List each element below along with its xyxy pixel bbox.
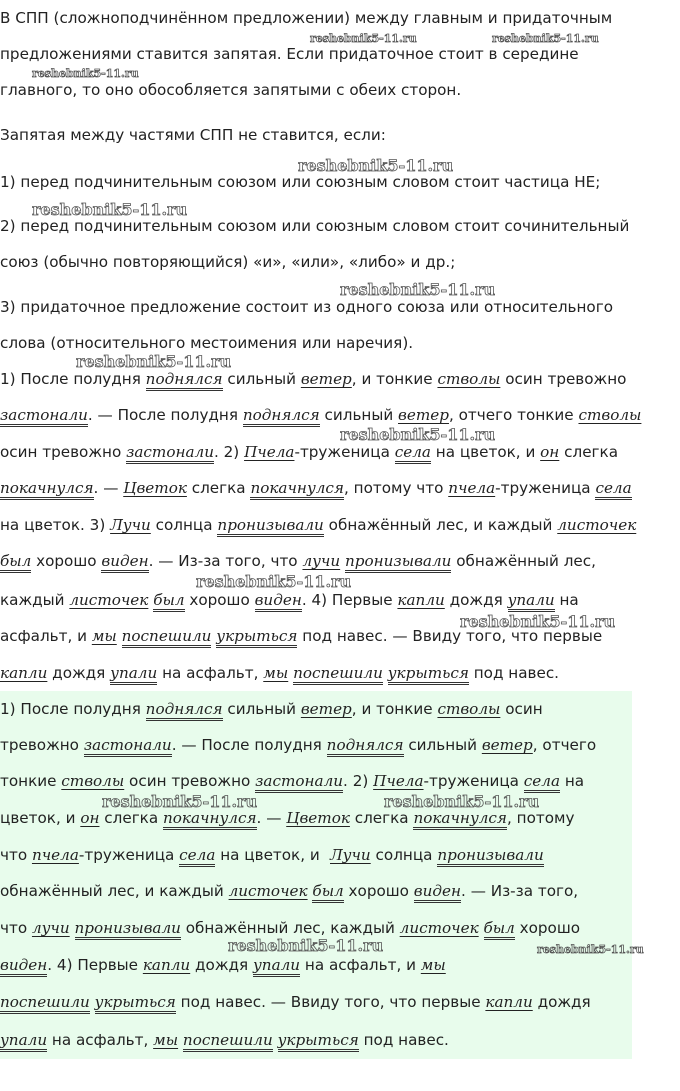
predicate: упали — [253, 956, 300, 977]
watermark: reshebnik5-11.ru — [102, 792, 258, 811]
subject: стволы — [61, 772, 125, 790]
ex1-line-4: покачнулся. — Цветок слегка покачнулся, потому что пчела-труженица села — [0, 478, 632, 498]
subject: ветер — [300, 370, 352, 388]
ex2-line-5: что пчела-труженица села на цветок, и — [0, 845, 320, 865]
predicate: села — [395, 443, 431, 464]
watermark: reshebnik5-11.ru — [537, 943, 644, 956]
ex1-line-2: застонали. — После полудня поднялся сильный ветер, отчего тонкие стволы — [0, 405, 641, 425]
intro-line-1: В СПП (сложноподчинённом предложении) между главным и придаточным — [0, 9, 613, 27]
watermark: reshebnik5-11.ru — [310, 32, 417, 45]
ex2-line-9: поспешили укрыться под навес. — Ввиду того, что первые капли дождя — [0, 992, 591, 1012]
predicate: пронизывали — [75, 919, 181, 940]
subject: листочек — [399, 919, 479, 937]
subject: стволы — [437, 370, 501, 388]
predicate: виден — [414, 882, 461, 903]
subject: ветер — [481, 736, 533, 754]
watermark: reshebnik5-11.ru — [32, 200, 188, 219]
predicate: пронизывали — [217, 516, 323, 537]
predicate: был — [312, 882, 343, 903]
predicate: был — [0, 552, 31, 573]
rule-2b: союз (обычно повторяющийся) «и», «или», «либо» и др.; — [0, 253, 456, 271]
predicate: виден — [0, 956, 47, 977]
predicate: виден — [255, 591, 302, 612]
ex1-line-1: 1) После полудня поднялся сильный ветер, и тонкие стволы осин тревожно — [0, 369, 626, 389]
subject: Цветок — [123, 479, 187, 497]
watermark: reshebnik5-11.ru — [228, 936, 384, 955]
rule-2a: 2) перед подчинительным союзом или союзным словом стоит сочинительный — [0, 217, 630, 235]
subject: пчела — [31, 846, 79, 864]
subject: листочек — [228, 882, 308, 900]
intro-line-3: главного, то оно обособляется запятыми с обеих сторон. — [0, 81, 462, 99]
watermark: reshebnik5-11.ru — [384, 792, 540, 811]
subject: пчела — [448, 479, 496, 497]
predicate: застонали — [126, 443, 214, 464]
predicate: укрыться — [278, 1031, 359, 1052]
predicate: застонали — [84, 736, 172, 757]
predicate: села — [595, 479, 631, 500]
predicate: села — [524, 772, 560, 793]
predicate: поднялся — [243, 406, 320, 427]
subject: листочек — [557, 516, 637, 534]
ex2-line-4: цветок, и он слегка покачнулся. — Цветок слегка покачнулся, потому — [0, 808, 574, 828]
subject: капли — [397, 591, 445, 609]
rule-3b: слова (относительного местоимения или наречия). — [0, 334, 414, 352]
rule-1: 1) перед подчинительным союзом или союзным словом стоит частица НЕ; — [0, 173, 601, 191]
subject: он — [540, 443, 560, 461]
predicate: поспешили — [293, 664, 383, 685]
ex1-line-5: на цветок. 3) Лучи солнца пронизывали обнажённый лес, и каждый листочек — [0, 515, 636, 535]
predicate: поспешили — [183, 1031, 273, 1052]
predicate: укрыться — [95, 993, 176, 1014]
predicate: покачнулся — [0, 479, 94, 500]
ex1-line-6: был хорошо виден. — Из-за того, что лучи пронизывали обнажённый лес, — [0, 551, 596, 571]
subject: Цветок — [286, 809, 350, 827]
predicate: покачнулся — [163, 809, 257, 830]
subject: Лучи — [330, 846, 371, 864]
rule-3a: 3) придаточное предложение состоит из одного союза или относительного — [0, 298, 613, 316]
subject: мы — [153, 1031, 179, 1049]
subject: он — [80, 809, 100, 827]
subject: капли — [0, 664, 48, 682]
predicate: был — [484, 919, 515, 940]
predicate: пронизывали — [437, 846, 543, 867]
ex2-line-1: 1) После полудня поднялся сильный ветер, и тонкие стволы осин — [0, 699, 543, 719]
ex2-line-7: что лучи пронизывали обнажённый лес, каждый листочек был хорошо — [0, 918, 580, 938]
subject: мы — [263, 664, 289, 682]
watermark: reshebnik5-11.ru — [76, 352, 232, 371]
subject: стволы — [437, 700, 501, 718]
ex1-line-9: капли дождя упали на асфальт, мы поспешили укрыться под навес. — [0, 663, 559, 683]
ex2-line-3: тонкие стволы осин тревожно застонали. 2) Пчела-труженица села на — [0, 771, 584, 791]
subject: листочек — [69, 591, 149, 609]
watermark: reshebnik5-11.ru — [32, 67, 139, 80]
ex2-line-10: упали на асфальт, мы поспешили укрыться под навес. — [0, 1030, 449, 1050]
predicate: покачнулся — [413, 809, 507, 830]
predicate: упали — [110, 664, 157, 685]
subject: ветер — [300, 700, 352, 718]
subject: лучи — [31, 919, 70, 937]
predicate: поднялся — [146, 370, 223, 391]
watermark: reshebnik5-11.ru — [340, 425, 496, 444]
predicate: укрыться — [388, 664, 469, 685]
predicate: упали — [508, 591, 555, 612]
subject: мы — [420, 956, 446, 974]
predicate: поднялся — [146, 700, 223, 721]
watermark: reshebnik5-11.ru — [298, 156, 454, 175]
subject: лучи — [302, 552, 341, 570]
ex2-line-2: тревожно застонали. — После полудня поднялся сильный ветер, отчего — [0, 735, 596, 755]
predicate: застонали — [255, 772, 343, 793]
predicate: пронизывали — [345, 552, 451, 573]
ex2-line-6: обнажённый лес, и каждый листочек был хорошо виден. — Из-за того, — [0, 881, 578, 901]
subject: Пчела — [244, 443, 295, 461]
watermark: reshebnik5-11.ru — [460, 612, 616, 631]
watermark: reshebnik5-11.ru — [340, 280, 496, 299]
ex1-line-7: каждый листочек был хорошо виден. 4) Первые капли дождя упали на — [0, 590, 579, 610]
rules-heading: Запятая между частями СПП не ставится, если: — [0, 126, 386, 144]
subject: Пчела — [373, 772, 424, 790]
subject: капли — [485, 993, 533, 1011]
predicate: застонали — [0, 406, 88, 427]
predicate: поспешили — [122, 627, 212, 648]
subject: Лучи — [110, 516, 151, 534]
predicate: села — [179, 846, 215, 867]
ex2-line-8: виден. 4) Первые капли дождя упали на асфальт, и мы — [0, 955, 446, 975]
subject: капли — [142, 956, 191, 974]
watermark: reshebnik5-11.ru — [492, 32, 599, 45]
predicate: поспешили — [0, 993, 90, 1014]
watermark: reshebnik5-11.ru — [196, 572, 352, 591]
intro-line-2: предложениями ставится запятая. Если придаточное стоит в середине — [0, 45, 579, 63]
ex1-line-8: асфальт, и мы поспешили укрыться под навес. — Ввиду того, что первые — [0, 626, 602, 646]
subject: стволы — [578, 406, 642, 424]
ex2-line-5b: Лучи солнца пронизывали — [330, 845, 544, 865]
predicate: виден — [101, 552, 148, 573]
ex1-line-3: осин тревожно застонали. 2) Пчела-труженица села на цветок, и он слегка — [0, 442, 618, 462]
predicate: поднялся — [327, 736, 404, 757]
predicate: упали — [0, 1031, 47, 1052]
subject: мы — [91, 627, 117, 645]
subject: ветер — [398, 406, 449, 424]
predicate: был — [153, 591, 184, 612]
predicate: укрыться — [216, 627, 297, 648]
predicate: покачнулся — [250, 479, 344, 500]
